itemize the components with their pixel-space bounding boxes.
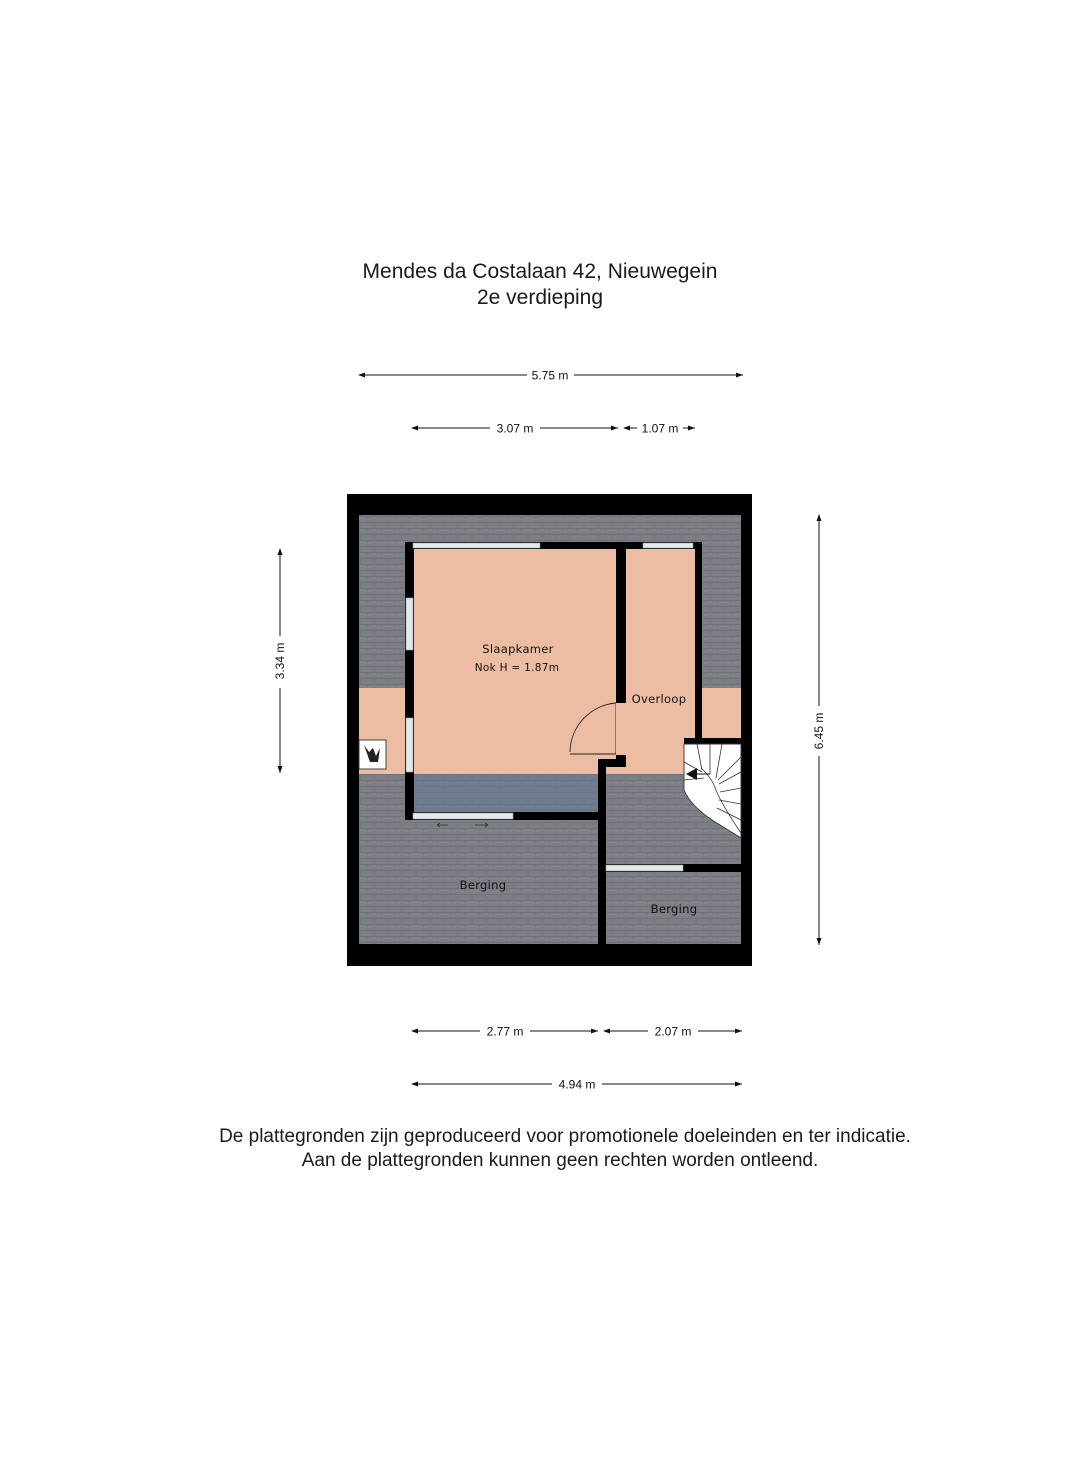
chimney-symbol [359, 740, 386, 769]
dimension-label: 1.07 m [641, 421, 679, 436]
dimension-label: 4.94 m [558, 1077, 596, 1092]
dimension-top-right [624, 422, 695, 436]
bedroom-low-strip [414, 774, 598, 812]
room-label-berging-left: Berging [459, 878, 507, 892]
dimension-label: 6.45 m [812, 712, 826, 750]
room-label-slaapkamer: Slaapkamer [482, 642, 554, 656]
room-label-berging-right: Berging [650, 902, 698, 916]
dimension-label: 5.75 m [531, 368, 569, 383]
dimension-left-height [273, 549, 287, 773]
dimension-bottom-total [412, 1078, 742, 1092]
staircase [684, 744, 741, 864]
landing-floor [626, 549, 695, 745]
dimension-bottom-left [412, 1025, 598, 1039]
storage-divider-wall [598, 759, 606, 944]
building [347, 494, 752, 966]
disclaimer-line-1: De plattegronden zijn geproduceerd voor promotionele doeleinden en ter indicatie. [219, 1126, 911, 1147]
dimension-top-total [359, 369, 743, 383]
address-title: Mendes da Costalaan 42, Nieuwegein [362, 260, 718, 283]
dimension-label: 3.07 m [496, 421, 534, 436]
room-label-overloop: Overloop [631, 692, 687, 706]
door-opening [616, 703, 626, 755]
disclaimer-line-2: Aan de plattegronden kunnen geen rechten worden ontleend. [301, 1150, 819, 1171]
bedroom-left-wall [405, 542, 414, 820]
dimension-bottom-right [604, 1025, 742, 1039]
dimension-label: 3.34 m [273, 642, 287, 680]
right-alcove-floor [702, 688, 741, 738]
stair-top-wall [684, 738, 741, 744]
dimension-top-left [412, 422, 618, 436]
room-ridge-height: Nok H = 1.87m [474, 662, 560, 674]
landing-right-wall [695, 542, 702, 745]
dimension-right-height [812, 515, 826, 945]
floor-title: 2e verdieping [476, 286, 604, 309]
dimension-label: 2.07 m [654, 1024, 692, 1039]
dimension-label: 2.77 m [486, 1024, 524, 1039]
